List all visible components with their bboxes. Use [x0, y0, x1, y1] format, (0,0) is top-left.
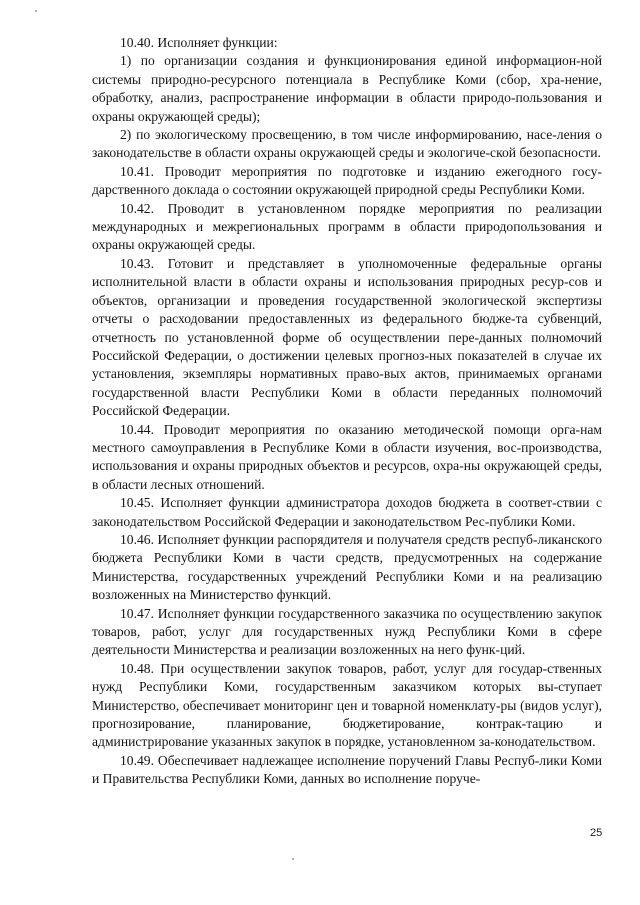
- paragraph-10-40-item-1: 1) по организации создания и функционирования единой информацион-ной системы природно-ресурсного потенциала в Республике Коми (сбор, хра-нение, обработку, анализ, распространение информации в области природо-пользования и охраны окружающей среды);: [92, 53, 602, 124]
- paragraph-10-49: 10.49. Обеспечивает надлежащее исполнение поручений Главы Респуб-лики Коми и Правительства Республики Коми, данных во исполнение поруче-: [92, 752, 602, 787]
- paragraph-10-48: 10.48. При осуществлении закупок товаров, работ, услуг для государ-ственных нужд Республики Коми, государственным заказчиком которых вы-ступает Министерство, обеспечивает мониторинг цен и товарной номенклату-ры (видов услуг), прогнозирование, планирование, бюджетирование, контрак-тацию и администрирование указанных закупок в порядке, установленном за-конодательством.: [92, 660, 602, 750]
- paragraph-10-45: 10.45. Исполняет функции администратора доходов бюджета в соответ-ствии с законодательством Российской Федерации и законодательством Рес-публики Коми.: [92, 495, 602, 529]
- paragraph-10-41: 10.41. Проводит мероприятия по подготовке и изданию ежегодного госу-дарственного доклада о состоянии окружающей природной среды Республики Коми.: [92, 163, 602, 198]
- paragraph-10-46: 10.46. Исполняет функции распорядителя и получателя средств респуб-ликанского бюджета Республики Коми в части средств, предусмотренных на содержание Министерства, государственных учреждений Республики Коми и на реализацию возложенных на Министерство функций.: [92, 531, 602, 603]
- paragraph-10-47: 10.47. Исполняет функции государственного заказчика по осуществлению закупок товаров, работ, услуг для государственных нужд Республики Коми в сфере деятельности Министерства и реализации возложенных на него функ-ций.: [92, 605, 602, 658]
- page-number: 25: [590, 827, 603, 839]
- document-body: [92, 34, 602, 789]
- paragraph-10-40-item-2: 2) по экологическому просвещению, в том числе информированию, насе-ления о законодательстве в области охраны окружающей среды и экологиче-ской безопасности.: [92, 127, 602, 161]
- paragraph-10-44: 10.44. Проводит мероприятия по оказанию методической помощи орга-нам местного самоуправления в Республике Коми в области изучения, вос-производства, использования и охраны природных объектов и ресурсов, охра-ны окружающей среды, в области лесных отношений.: [92, 421, 602, 492]
- paragraph-10-43: 10.43. Готовит и представляет в уполномоченные федеральные органы исполнительной власти в области охраны и использования природных ресур-сов и объектов, организации и проведения государственной экологической экспертизы отчеты о расходовании предоставленных из федерального бюдже-та субвенций, отчетность по установленной форме об осуществлении пере-данных полномочий Российской Федерации, о достижении целевых прогноз-ных показателей в случае их установления, экземпляры нормативных право-вых актов, принимаемых органами государственной власти Республики Коми в области переданных полномочий Российской Федерации.: [92, 255, 602, 419]
- paragraph-10-42: 10.42. Проводит в установленном порядке мероприятия по реализации международных и межрегиональных программ в области природопользования и охраны окружающей среды.: [92, 200, 602, 253]
- paragraph-10-40: 10.40. Исполняет функции:: [120, 35, 278, 50]
- scan-speck: [35, 10, 37, 12]
- scan-speck: [292, 858, 294, 860]
